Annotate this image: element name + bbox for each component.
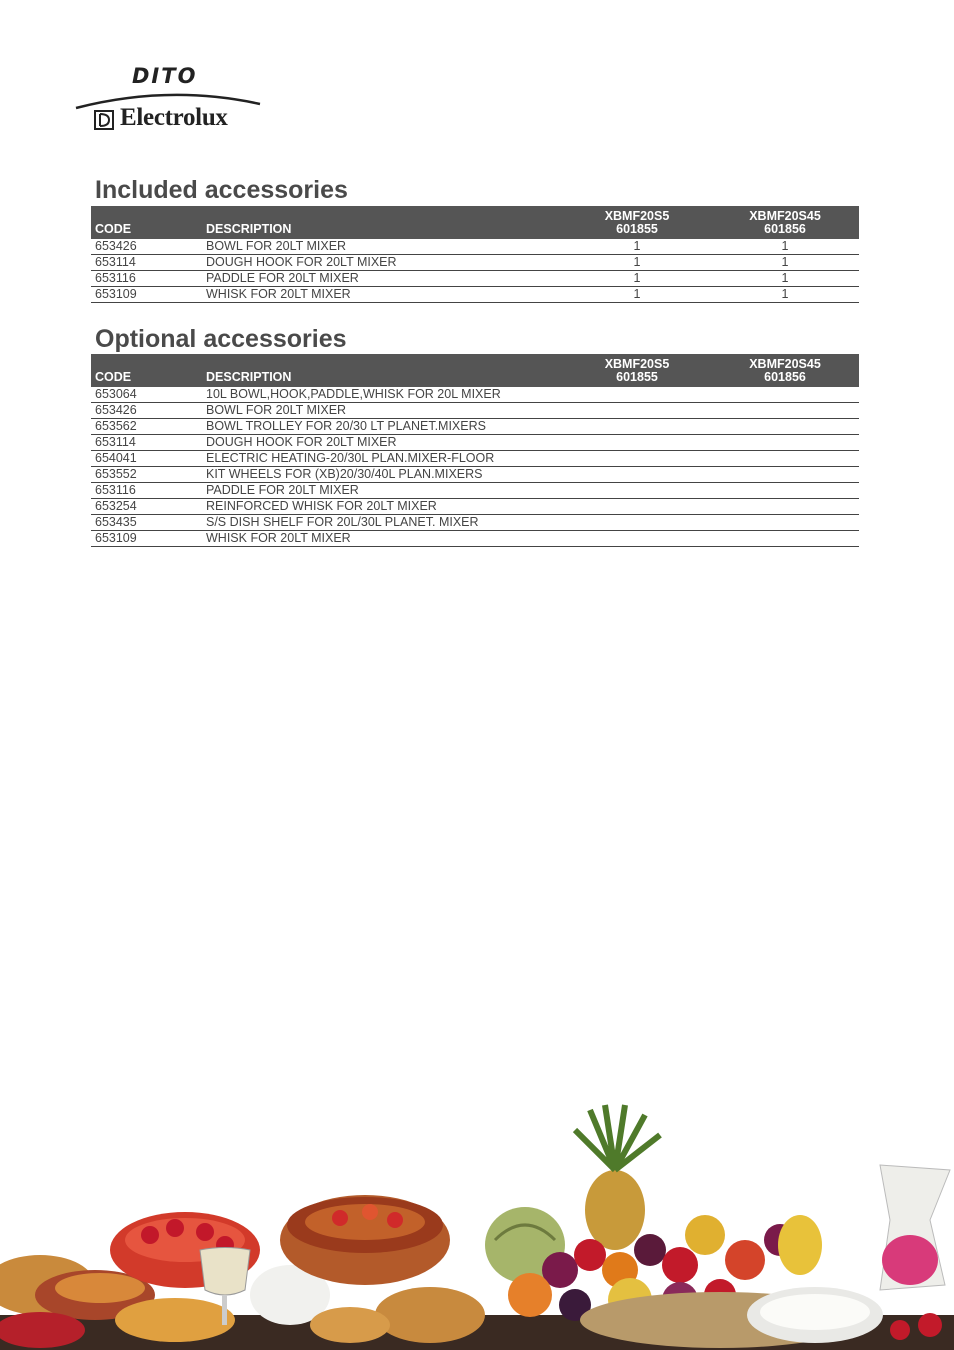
cell-qty-model-1: 1 bbox=[563, 271, 711, 287]
cell-description: PADDLE FOR 20LT MIXER bbox=[202, 271, 563, 287]
cell-qty-model-1: 1 bbox=[563, 239, 711, 255]
cell-qty-model-2: 1 bbox=[711, 239, 859, 255]
column-header-model-2: XBMF20S45 601856 bbox=[749, 357, 821, 384]
cell-code: 653116 bbox=[91, 483, 202, 499]
column-header-model-1: XBMF20S5 601855 bbox=[604, 209, 670, 236]
cell-qty-model-2 bbox=[711, 499, 859, 515]
dito-logo-text: DITO bbox=[132, 64, 198, 88]
cell-code: 653254 bbox=[91, 499, 202, 515]
cell-qty-model-1 bbox=[563, 419, 711, 435]
cell-description: PADDLE FOR 20LT MIXER bbox=[202, 483, 563, 499]
cell-qty-model-1 bbox=[563, 451, 711, 467]
column-header-code: CODE bbox=[95, 370, 132, 384]
cell-qty-model-1 bbox=[563, 387, 711, 403]
cell-qty-model-2 bbox=[711, 387, 859, 403]
table-row bbox=[91, 499, 859, 515]
cell-code: 653426 bbox=[91, 403, 202, 419]
cell-qty-model-1 bbox=[563, 515, 711, 531]
cell-qty-model-2: 1 bbox=[711, 271, 859, 287]
column-header-model-1: XBMF20S5 601855 bbox=[604, 357, 670, 384]
cell-code: 653562 bbox=[91, 419, 202, 435]
cell-qty-model-1 bbox=[563, 499, 711, 515]
cell-qty-model-2 bbox=[711, 419, 859, 435]
cell-description: KIT WHEELS FOR (XB)20/30/40L PLAN.MIXERS bbox=[202, 467, 563, 483]
cell-description: DOUGH HOOK FOR 20LT MIXER bbox=[202, 255, 563, 271]
table-row bbox=[91, 403, 859, 419]
cell-description: BOWL TROLLEY FOR 20/30 LT PLANET.MIXERS bbox=[202, 419, 563, 435]
cell-qty-model-2 bbox=[711, 403, 859, 419]
cell-description: ELECTRIC HEATING-20/30L PLAN.MIXER-FLOOR bbox=[202, 451, 563, 467]
electrolux-logo-text: Electrolux bbox=[120, 104, 228, 131]
cell-code: 653109 bbox=[91, 287, 202, 303]
cell-description: WHISK FOR 20LT MIXER bbox=[202, 531, 563, 547]
table-header-row bbox=[91, 354, 859, 387]
table-row bbox=[91, 531, 859, 547]
cell-description: DOUGH HOOK FOR 20LT MIXER bbox=[202, 435, 563, 451]
column-header-description: DESCRIPTION bbox=[206, 222, 292, 236]
cell-qty-model-2 bbox=[711, 515, 859, 531]
included-accessories-table bbox=[91, 206, 859, 303]
cell-qty-model-1: 1 bbox=[563, 287, 711, 303]
cell-qty-model-2 bbox=[711, 435, 859, 451]
table-row bbox=[91, 271, 859, 287]
cell-description: BOWL FOR 20LT MIXER bbox=[202, 403, 563, 419]
cell-qty-model-2 bbox=[711, 467, 859, 483]
column-header-description: DESCRIPTION bbox=[206, 370, 292, 384]
table-row bbox=[91, 451, 859, 467]
optional-accessories-title: Optional accessories bbox=[95, 325, 347, 353]
column-header-model-2: XBMF20S45 601856 bbox=[749, 209, 821, 236]
optional-accessories-table bbox=[91, 354, 859, 547]
table-row bbox=[91, 255, 859, 271]
cell-qty-model-2: 1 bbox=[711, 255, 859, 271]
cell-qty-model-1 bbox=[563, 531, 711, 547]
cell-description: REINFORCED WHISK FOR 20LT MIXER bbox=[202, 499, 563, 515]
food-banner-image bbox=[0, 1100, 954, 1350]
table-row bbox=[91, 515, 859, 531]
cell-qty-model-2 bbox=[711, 451, 859, 467]
table-row bbox=[91, 387, 859, 403]
column-header-code: CODE bbox=[95, 222, 132, 236]
cell-qty-model-1 bbox=[563, 483, 711, 499]
cell-code: 653064 bbox=[91, 387, 202, 403]
cell-code: 653114 bbox=[91, 255, 202, 271]
table-row bbox=[91, 467, 859, 483]
cell-description: S/S DISH SHELF FOR 20L/30L PLANET. MIXER bbox=[202, 515, 563, 531]
cell-description: 10L BOWL,HOOK,PADDLE,WHISK FOR 20L MIXER bbox=[202, 387, 563, 403]
cell-description: WHISK FOR 20LT MIXER bbox=[202, 287, 563, 303]
cell-qty-model-1: 1 bbox=[563, 255, 711, 271]
table-row bbox=[91, 483, 859, 499]
cell-code: 653552 bbox=[91, 467, 202, 483]
table-row bbox=[91, 239, 859, 255]
electrolux-logo-icon bbox=[94, 110, 114, 130]
cell-qty-model-2 bbox=[711, 531, 859, 547]
cell-qty-model-2 bbox=[711, 483, 859, 499]
included-accessories-title: Included accessories bbox=[95, 176, 348, 204]
cell-qty-model-2: 1 bbox=[711, 287, 859, 303]
table-row bbox=[91, 419, 859, 435]
cell-code: 653109 bbox=[91, 531, 202, 547]
cell-code: 653114 bbox=[91, 435, 202, 451]
cell-code: 653116 bbox=[91, 271, 202, 287]
cell-code: 653426 bbox=[91, 239, 202, 255]
cell-code: 654041 bbox=[91, 451, 202, 467]
table-header-row bbox=[91, 206, 859, 239]
cell-qty-model-1 bbox=[563, 467, 711, 483]
table-row bbox=[91, 435, 859, 451]
cell-qty-model-1 bbox=[563, 435, 711, 451]
cell-code: 653435 bbox=[91, 515, 202, 531]
brand-logo bbox=[74, 64, 264, 136]
cell-description: BOWL FOR 20LT MIXER bbox=[202, 239, 563, 255]
cell-qty-model-1 bbox=[563, 403, 711, 419]
table-row bbox=[91, 287, 859, 303]
